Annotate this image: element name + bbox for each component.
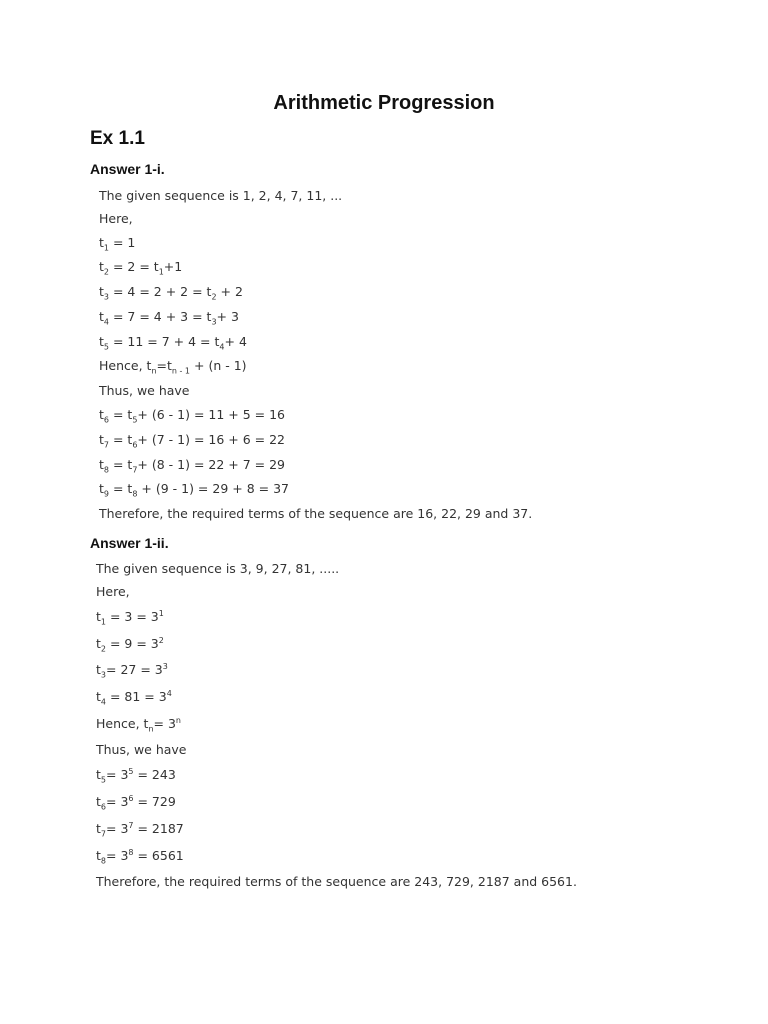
answer-1i-t9: $t_9 = t_8 + (9 - 1) = 29 + 8 = 37$ — [99, 481, 289, 499]
answer-1i-t3: $t_3 = 4 = 2 + 2 = t_2 + 2$ — [99, 284, 243, 302]
answer-1ii-hence: Hence, $t_n= 3^n$ — [96, 716, 181, 734]
answer-1ii-here: Here, — [96, 584, 130, 599]
answer-1i-t2: $t_2 = 2 = t_1+1$ — [99, 259, 183, 277]
answer-1ii-conclusion: Therefore, the required terms of the sequence are 243, 729, 2187 and 6561. — [96, 874, 577, 889]
answer-1i-thus: Thus, we have — [99, 383, 190, 398]
answer-1i-t1: $t_1 = 1$ — [99, 235, 136, 253]
answer-1ii-t7: $t_7= 3^7 = 2187$ — [96, 821, 184, 839]
answer-1i-here: Here, — [99, 211, 133, 226]
document-title: Arithmetic Progression — [273, 92, 495, 114]
answer-1ii-t2: $t_2 = 9 = 3^2$ — [96, 636, 164, 654]
answer-1ii-t8: $t_8= 3^8 = 6561$ — [96, 848, 184, 866]
answer-1ii-heading: Answer 1-ii. — [90, 535, 169, 551]
answer-1i-t6: $t_6 = t_5+ (6 - 1) = 11 + 5 = 16$ — [99, 407, 286, 425]
answer-1ii-t1: $t_1 = 3 = 3^1$ — [96, 609, 164, 627]
answer-1i-t5: $t_5 = 11 = 7 + 4 = t_4+ 4$ — [99, 334, 247, 352]
answer-1i-hence: Hence, $t_n=t_{n - 1} + (n - 1)$ — [99, 358, 247, 376]
answer-1i-heading: Answer 1-i. — [90, 161, 165, 177]
answer-1ii-t3: $t_3= 27 = 3^3$ — [96, 662, 168, 680]
answer-1i-t7: $t_7 = t_6+ (7 - 1) = 16 + 6 = 22$ — [99, 432, 286, 450]
answer-1ii-thus: Thus, we have — [96, 742, 187, 757]
exercise-heading: Ex 1.1 — [90, 128, 145, 149]
answer-1ii-t5: $t_5= 3^5 = 243$ — [96, 767, 176, 785]
answer-1i-t8: $t_8 = t_7+ (8 - 1) = 22 + 7 = 29$ — [99, 457, 286, 475]
answer-1i-conclusion: Therefore, the required terms of the sequence are 16, 22, 29 and 37. — [99, 506, 533, 521]
answer-1ii-t4: $t_4 = 81 = 3^4$ — [96, 689, 172, 707]
answer-1ii-intro: The given sequence is 3, 9, 27, 81, ..... — [96, 561, 340, 576]
answer-1i-t4: $t_4 = 7 = 4 + 3 = t_3+ 3$ — [99, 309, 239, 327]
answer-1ii-t6: $t_6= 3^6 = 729$ — [96, 794, 176, 812]
answer-1i-intro: The given sequence is 1, 2, 4, 7, 11, ... — [99, 188, 343, 203]
